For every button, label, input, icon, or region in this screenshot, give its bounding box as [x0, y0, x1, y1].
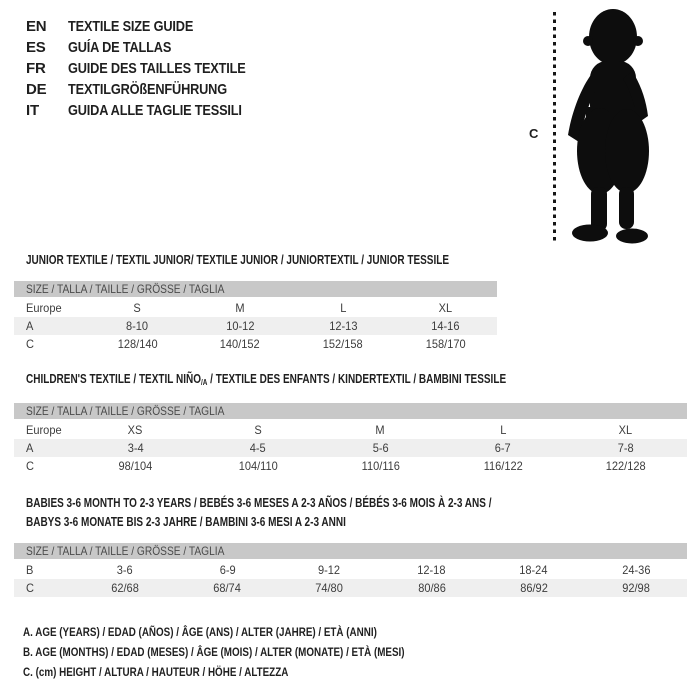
size-value: XS: [127, 423, 143, 437]
size-bar-label: SIZE / TALLA / TAILLE / GRÖSSE / TAGLIA: [26, 404, 225, 418]
size-cell: [74, 439, 197, 457]
size-cell: [394, 335, 497, 353]
size-value: S: [133, 301, 142, 315]
size-cell: [176, 561, 278, 579]
size-bar-label: SIZE / TALLA / TAILLE / GRÖSSE / TAGLIA: [26, 282, 225, 296]
size-value: 104/110: [238, 459, 278, 473]
size-value: M: [375, 423, 386, 437]
size-cell: [585, 561, 687, 579]
row-label: C: [26, 581, 34, 595]
language-code: DE: [26, 81, 47, 98]
language-title: TEXTILE SIZE GUIDE: [68, 18, 194, 35]
size-value: 9-12: [318, 563, 341, 577]
size-value: L: [339, 301, 346, 315]
title-text: / TEXTILE DES ENFANTS / KINDERTEXTIL / BAMBINI TESSILE: [207, 372, 507, 386]
size-cell: [380, 579, 482, 597]
size-cell: [189, 317, 292, 335]
language-row: [26, 16, 277, 37]
table-row: [14, 579, 687, 597]
size-cell: [564, 421, 687, 439]
size-value: 14-16: [431, 319, 460, 333]
size-cell: [319, 457, 442, 475]
size-value: 158/170: [425, 337, 466, 351]
row-label-cell: [14, 299, 86, 317]
size-bar-label: SIZE / TALLA / TAILLE / GRÖSSE / TAGLIA: [26, 544, 225, 558]
size-bar: [14, 403, 687, 419]
size-cell: [197, 421, 320, 439]
row-label: B: [26, 563, 34, 577]
size-cell: [564, 457, 687, 475]
table-row: [14, 299, 497, 317]
size-cell: [74, 421, 197, 439]
size-value: 68/74: [213, 581, 242, 595]
table-row: [14, 439, 687, 457]
section-title: [26, 251, 449, 270]
title-subscript: /A: [200, 378, 208, 387]
size-value: M: [235, 301, 245, 315]
section-title: [26, 370, 506, 392]
title-text: BABIES 3-6 MONTH TO 2-3 YEARS / BEBÉS 3-6 MESES A 2-3 AÑOS / BÉBÉS 3-6 MOIS À 2-3 ANS /: [26, 496, 492, 510]
size-cell: [292, 299, 395, 317]
size-cell: [86, 335, 189, 353]
size-cell: [394, 299, 497, 317]
legend-note-line: A. AGE (YEARS) / EDAD (AÑOS) / ÂGE (ANS) / ALTER (JAHRE) / ETÀ (ANNI): [23, 625, 377, 639]
section-title-line: [26, 513, 491, 532]
language-title: TEXTILGRÖßENFÜHRUNG: [68, 81, 227, 98]
size-value: XL: [618, 423, 633, 437]
height-measure-label: C: [529, 126, 539, 141]
size-cell: [176, 579, 278, 597]
babies-size-table: [14, 543, 687, 597]
language-code: ES: [26, 39, 46, 56]
size-value: XL: [438, 301, 453, 315]
size-value: 24-36: [621, 563, 651, 577]
size-bar: [14, 543, 687, 559]
language-row: [26, 58, 277, 79]
size-bar: [14, 281, 497, 297]
size-value: 8-10: [126, 319, 149, 333]
row-label-cell: [14, 317, 86, 335]
size-cell: [394, 317, 497, 335]
row-label-cell: [14, 439, 74, 457]
size-cell: [189, 335, 292, 353]
size-cell: [483, 561, 585, 579]
section-title-line: [26, 251, 449, 270]
size-value: 6-9: [219, 563, 236, 577]
size-value: 86/92: [519, 581, 548, 595]
row-label-cell: [14, 579, 74, 597]
language-title: GUÍA DE TALLAS: [68, 39, 172, 56]
size-value: 5-6: [372, 441, 389, 455]
size-value: 80/86: [417, 581, 446, 595]
size-value: 140/152: [220, 337, 261, 351]
row-label: C: [26, 337, 34, 351]
language-title: GUIDE DES TAILLES TEXTILE: [68, 60, 246, 77]
section-title-line: [26, 494, 491, 513]
size-value: 12-13: [328, 319, 357, 333]
row-label: A: [26, 441, 34, 455]
size-cell: [292, 335, 395, 353]
table-row: [14, 317, 497, 335]
row-label: Europe: [26, 423, 62, 437]
size-value: 3-4: [127, 441, 144, 455]
row-label: Europe: [26, 301, 62, 315]
size-value: S: [254, 423, 262, 437]
title-text: BABYS 3-6 MONATE BIS 2-3 JAHRE / BAMBINI 3-6 MESI A 2-3 ANNI: [26, 515, 346, 529]
legend-note-line: C. (cm) HEIGHT / ALTURA / HAUTEUR / HÖHE / ALTEZZA: [23, 665, 289, 679]
size-value: 92/98: [622, 581, 650, 595]
title-text: JUNIOR TEXTILE / TEXTIL JUNIOR/ TEXTILE JUNIOR / JUNIORTEXTIL / JUNIOR TESSILE: [26, 253, 450, 267]
size-cell: [74, 457, 197, 475]
language-row: [26, 100, 277, 121]
size-cell: [442, 457, 565, 475]
legend-note-line: B. AGE (MONTHS) / EDAD (MESES) / ÂGE (MOIS) / ALTER (MONATE) / ETÀ (MESI): [23, 645, 405, 659]
language-row: [26, 79, 277, 100]
row-label: A: [26, 319, 34, 333]
size-value: 3-6: [117, 563, 134, 577]
size-value: 128/140: [117, 337, 158, 351]
size-value: 110/116: [361, 459, 400, 473]
size-value: 62/68: [111, 581, 139, 595]
size-cell: [197, 439, 320, 457]
size-cell: [86, 317, 189, 335]
size-cell: [86, 299, 189, 317]
size-value: L: [500, 423, 507, 437]
row-label-cell: [14, 457, 74, 475]
row-label: C: [26, 459, 34, 473]
junior-size-table: [14, 281, 497, 353]
size-cell: [483, 579, 585, 597]
size-value: 116/122: [483, 459, 523, 473]
section-title: [26, 494, 491, 532]
baby-silhouette-icon: [561, 9, 665, 245]
size-value: 4-5: [249, 441, 266, 455]
language-code: EN: [26, 18, 47, 35]
size-value: 152/158: [322, 337, 363, 351]
size-cell: [74, 579, 176, 597]
table-row: [14, 457, 687, 475]
legend-notes: [23, 622, 488, 682]
language-code: IT: [26, 102, 39, 119]
size-cell: [197, 457, 320, 475]
size-cell: [292, 317, 395, 335]
language-row: [26, 37, 277, 58]
size-value: 10-12: [225, 319, 255, 333]
size-cell: [74, 561, 176, 579]
size-value: 12-18: [417, 563, 446, 577]
size-cell: [319, 421, 442, 439]
size-value: 74/80: [315, 581, 344, 595]
section-title-line: [26, 370, 506, 392]
size-cell: [380, 561, 482, 579]
table-row: [14, 335, 497, 353]
size-cell: [442, 421, 565, 439]
childrens-size-table: [14, 403, 687, 475]
height-measure-dashed-line: [553, 12, 556, 244]
row-label-cell: [14, 561, 74, 579]
size-cell: [189, 299, 292, 317]
table-row: [14, 421, 687, 439]
title-text: CHILDREN'S TEXTILE / TEXTIL NIÑO: [26, 372, 201, 386]
language-title: GUIDA ALLE TAGLIE TESSILI: [68, 102, 242, 119]
size-cell: [319, 439, 442, 457]
size-cell: [278, 561, 380, 579]
row-label-cell: [14, 335, 86, 353]
row-label-cell: [14, 421, 74, 439]
size-value: 18-24: [519, 563, 548, 577]
language-code: FR: [26, 60, 46, 77]
size-cell: [278, 579, 380, 597]
language-list: [26, 16, 277, 121]
size-cell: [442, 439, 565, 457]
size-value: 6-7: [495, 441, 512, 455]
size-cell: [585, 579, 687, 597]
table-row: [14, 561, 687, 579]
size-value: 122/128: [605, 459, 646, 473]
size-value: 98/104: [118, 459, 153, 473]
size-cell: [564, 439, 687, 457]
size-value: 7-8: [617, 441, 634, 455]
